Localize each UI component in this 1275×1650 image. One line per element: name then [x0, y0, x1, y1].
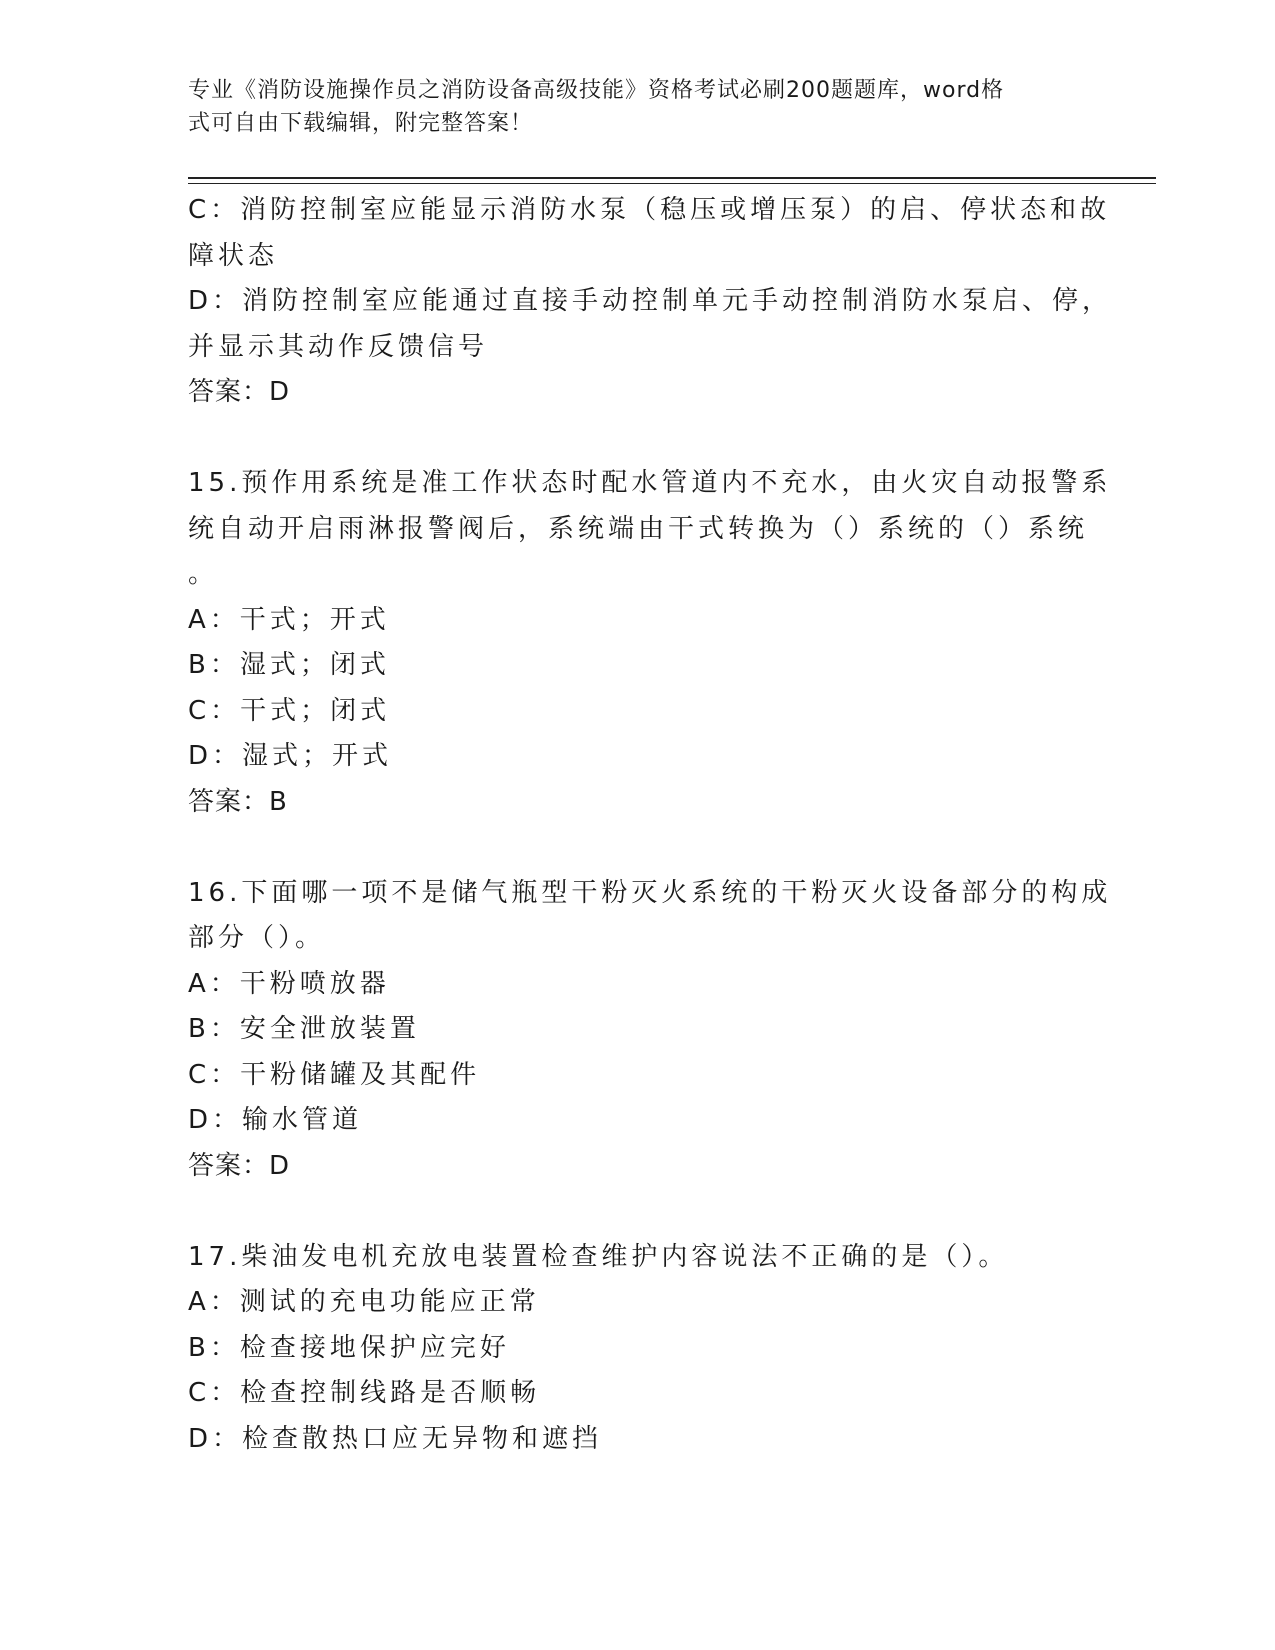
- question-16: [188, 871, 1112, 1190]
- header-divider-thick: [188, 177, 1156, 179]
- option-d: D：检查散热口应无异物和遮挡: [188, 1423, 603, 1454]
- option-d: D：输水管道: [188, 1105, 363, 1135]
- question-17: [188, 1235, 1078, 1463]
- option-c: C：检查控制线路是否顺畅: [188, 1378, 541, 1408]
- option-b: B：检查接地保护应完好: [188, 1332, 510, 1363]
- answer-line: 答案：B: [188, 786, 288, 817]
- question-14-tail: [188, 188, 1113, 416]
- option-c-line-2: 障状态: [188, 240, 279, 271]
- option-b: B：安全泄放装置: [188, 1014, 420, 1044]
- question-stem-line-1: 16.下面哪一项不是储气瓶型干粉灭火系统的干粉灭火设备部分的构成: [188, 877, 1112, 908]
- option-b: B：湿式；闭式: [188, 650, 390, 680]
- question-stem-line-2: 统自动开启雨淋报警阀后，系统端由干式转换为（）系统的（）系统: [188, 513, 1089, 544]
- spacer: [188, 825, 1078, 871]
- option-d-line-1: D：消防控制室应能通过直接手动控制单元手动控制消防水泵启、停，: [188, 286, 1113, 316]
- spacer: [188, 416, 1078, 462]
- option-d: D：湿式；开式: [188, 741, 393, 771]
- option-c-line-1: C：消防控制室应能显示消防水泵（稳压或增压泵）的启、停状态和故: [188, 195, 1111, 225]
- question-stem-line-1: 17.柴油发电机充放电装置检查维护内容说法不正确的是（）。: [188, 1241, 1009, 1272]
- answer-line: 答案：D: [188, 1150, 291, 1181]
- option-d-line-2: 并显示其动作反馈信号: [188, 331, 489, 362]
- question-stem-line-3: 。: [188, 559, 219, 589]
- option-a: A：干粉喷放器: [188, 968, 390, 999]
- option-c: C：干粉储罐及其配件: [188, 1059, 481, 1090]
- answer-line: 答案：D: [188, 377, 291, 407]
- header-line-2: 式可自由下载编辑，附完整答案！: [188, 111, 534, 136]
- document-body: [188, 188, 1113, 1462]
- question-15: [188, 461, 1112, 825]
- option-a: A：干式；开式: [188, 604, 390, 635]
- header-line-1: 专业《消防设施操作员之消防设备高级技能》资格考试必刷200题题库，word格: [188, 78, 1005, 103]
- option-c: C：干式；闭式: [188, 695, 391, 726]
- document-header: [188, 74, 1068, 140]
- question-stem-line-1: 15.预作用系统是准工作状态时配水管道内不充水，由火灾自动报警系: [188, 468, 1112, 498]
- question-stem-line-2: 部分（）。: [188, 923, 326, 953]
- header-divider-thin: [188, 183, 1156, 184]
- spacer: [188, 1189, 1078, 1235]
- option-a: A：测试的充电功能应正常: [188, 1287, 540, 1317]
